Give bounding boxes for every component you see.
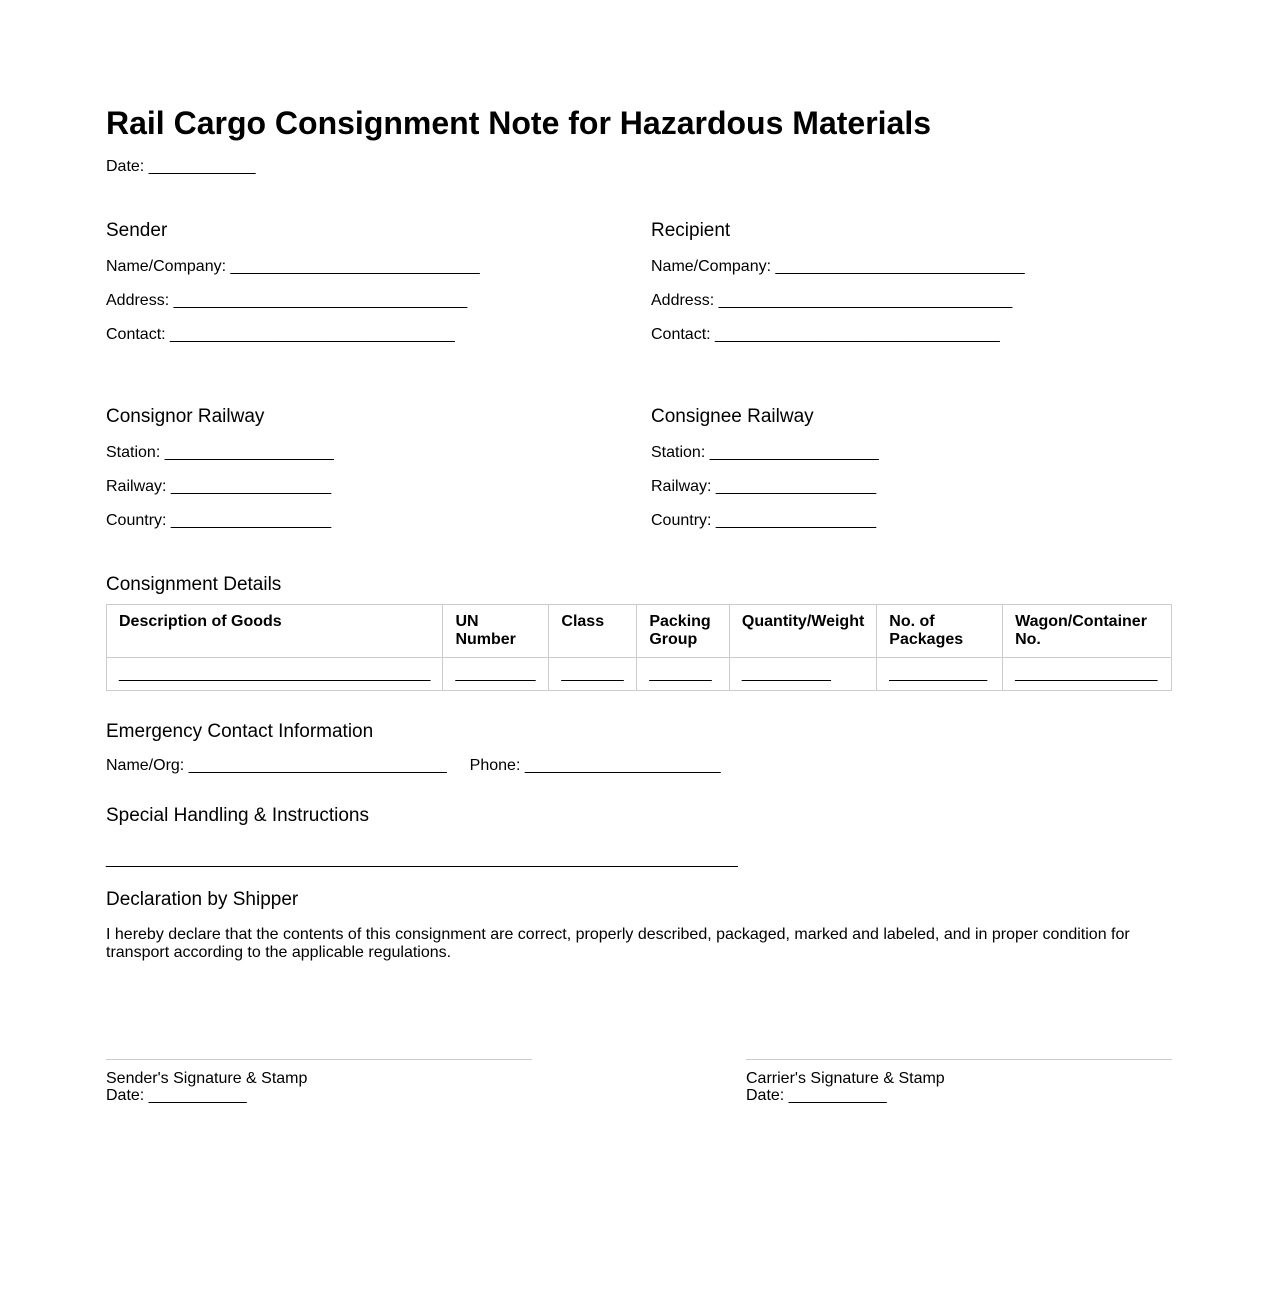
emergency-phone-label: Phone:: [469, 757, 521, 774]
cell-quantity-weight[interactable]: __________: [729, 658, 876, 691]
cell-class[interactable]: _______: [549, 658, 637, 691]
cell-un-number[interactable]: _________: [443, 658, 549, 691]
consignment-details-heading: Consignment Details: [106, 574, 282, 595]
emergency-name-label: Name/Org:: [106, 757, 185, 774]
field-label: Railway:: [651, 478, 712, 495]
column-header-wagon-container: Wagon/Container No.: [1003, 605, 1172, 658]
sender-heading: Sender: [106, 220, 168, 241]
carrier-date-blank[interactable]: ___________: [788, 1087, 887, 1104]
consignor-railway-heading: Consignor Railway: [106, 406, 265, 427]
recipient-section: [651, 219, 1025, 345]
cell-wagon-container[interactable]: ________________: [1003, 658, 1172, 691]
sender-signature-date: [106, 1087, 532, 1104]
page-title: Rail Cargo Consignment Note for Hazardous Materials: [106, 105, 932, 141]
table-header-row: [107, 605, 1172, 658]
recipient-name-blank[interactable]: ____________________________: [775, 258, 1025, 275]
column-header-class: Class: [549, 605, 637, 658]
column-header-description: Description of Goods: [107, 605, 443, 658]
consignor-railway-section: [106, 405, 334, 531]
sender-address-blank[interactable]: _________________________________: [173, 292, 468, 309]
sender-name-field: [106, 257, 480, 277]
field-label: Station:: [106, 444, 161, 461]
sender-contact-field: [106, 325, 480, 345]
consignment-details-table: [106, 604, 1172, 691]
consignee-station-field: [651, 443, 879, 463]
recipient-contact-blank[interactable]: ________________________________: [715, 326, 1000, 343]
column-header-un-number: UN Number: [443, 605, 549, 658]
field-label: Contact:: [651, 326, 711, 343]
consignor-country-blank[interactable]: __________________: [170, 512, 332, 529]
date-label: Date:: [106, 158, 145, 175]
recipient-heading: Recipient: [651, 220, 731, 241]
consignee-railway-heading: Consignee Railway: [651, 406, 814, 427]
emergency-contact-section: [106, 720, 721, 776]
consignee-railway-field: [651, 477, 879, 497]
cell-packing-group[interactable]: _______: [637, 658, 730, 691]
consignee-railway-blank[interactable]: __________________: [715, 478, 877, 495]
column-header-no-of-packages: No. of Packages: [877, 605, 1003, 658]
declaration-text: I hereby declare that the contents of this consignment are correct, properly described, packaged, marked and labeled, and in proper condition for transport according to the applicable regulations.: [106, 926, 1130, 961]
date-field: [106, 157, 255, 177]
sender-section: [106, 219, 480, 345]
cell-description[interactable]: ___________________________________: [107, 658, 443, 691]
consignor-station-field: [106, 443, 334, 463]
sender-signature-block[interactable]: [106, 1059, 532, 1104]
field-label: Address:: [106, 292, 170, 309]
table-row: [107, 658, 1172, 691]
field-label: Country:: [106, 512, 167, 529]
field-label: Contact:: [106, 326, 166, 343]
consignor-country-field: [106, 511, 334, 531]
consignee-country-field: [651, 511, 879, 531]
sender-contact-blank[interactable]: ________________________________: [170, 326, 455, 343]
sender-date-blank[interactable]: ___________: [148, 1087, 247, 1104]
consignor-railway-field: [106, 477, 334, 497]
date-label: Date:: [746, 1087, 785, 1104]
column-header-quantity-weight: Quantity/Weight: [729, 605, 876, 658]
field-label: Name/Company:: [651, 258, 772, 275]
special-handling-heading: Special Handling & Instructions: [106, 805, 369, 826]
consignor-station-blank[interactable]: ___________________: [164, 444, 334, 461]
sender-name-blank[interactable]: ____________________________: [230, 258, 480, 275]
special-handling-section: [106, 804, 738, 870]
recipient-contact-field: [651, 325, 1025, 345]
column-header-packing-group: Packing Group: [637, 605, 730, 658]
emergency-contact-heading: Emergency Contact Information: [106, 721, 374, 742]
emergency-name-blank[interactable]: _____________________________: [188, 757, 447, 774]
declaration-heading: Declaration by Shipper: [106, 889, 299, 910]
carrier-signature-block[interactable]: [746, 1059, 1172, 1104]
date-label: Date:: [106, 1087, 145, 1104]
carrier-signature-label: Carrier's Signature & Stamp: [746, 1070, 945, 1087]
field-label: Railway:: [106, 478, 167, 495]
cell-no-of-packages[interactable]: ___________: [877, 658, 1003, 691]
emergency-contact-fields: [106, 756, 721, 776]
consignor-railway-blank[interactable]: __________________: [170, 478, 332, 495]
carrier-signature-date: [746, 1087, 1172, 1104]
consignee-station-blank[interactable]: ___________________: [709, 444, 879, 461]
recipient-name-field: [651, 257, 1025, 277]
date-blank[interactable]: ____________: [148, 158, 256, 175]
special-handling-blank[interactable]: _______________________________________________________________________: [106, 851, 738, 868]
field-label: Address:: [651, 292, 715, 309]
sender-signature-label: Sender's Signature & Stamp: [106, 1070, 308, 1087]
consignee-country-blank[interactable]: __________________: [715, 512, 877, 529]
special-handling-blank-line: [106, 850, 738, 870]
emergency-phone-blank[interactable]: ______________________: [524, 757, 721, 774]
sender-address-field: [106, 291, 480, 311]
consignee-railway-section: [651, 405, 879, 531]
field-label: Station:: [651, 444, 706, 461]
recipient-address-field: [651, 291, 1025, 311]
recipient-address-blank[interactable]: _________________________________: [718, 292, 1013, 309]
field-label: Country:: [651, 512, 712, 529]
field-label: Name/Company:: [106, 258, 227, 275]
